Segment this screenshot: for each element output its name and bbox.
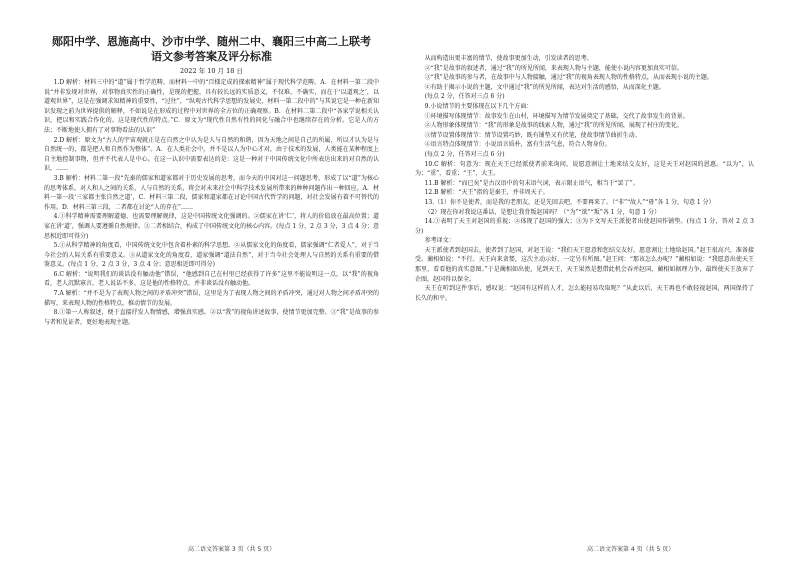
right-answer-body: [415, 54, 754, 303]
answer-paragraph: （2）现在你对我说这番话，是想让我背叛赵国吗？（“为”“欲”“叛”各 1 分，句意 1 分）: [424, 208, 661, 216]
answer-paragraph: 天王派使者到赵国去，使者到了赵国，对赵王说：“我们天王愿意和您结交友好，愿意割让土地给赵国。”赵王很高兴，准备接受。蔺相如说：“不行。天王向来贪婪，这次主动示好，一定另有所图。”赵王问：“那该怎么办呢？”蔺相如说：“我愿意出使天王那里，看看他的真实意图。”于是蔺相如出使，见到天王，天王果然是想借此机会吞并赵国，蔺相如据理力争，最终使天王放弃了企图，赵国得以保全。: [415, 246, 754, 283]
answer-paragraph: ②人物形象体现情节：“我”的形象是故事的线索人物，通过“我”的所见所闻，展现了村庄的变化。: [424, 122, 683, 130]
answer-paragraph: 从而构造出更丰富的情节，使故事更加生动，引发读者的思考。: [424, 55, 593, 62]
answer-paragraph: 13.（1）你不是使者，而是我的老朋友，还是先回去吧，不要再来了。（“非”“故人”“毋”各 1 分，句意 1 分）: [424, 198, 715, 206]
answer-paragraph: 11.B 解析：“而已矣”是古汉语中的句末语气词，表示限止语气，相当于“罢了”。: [424, 179, 639, 187]
page-footer-left: 高二语文答案第 3 页（共 5 页）: [188, 546, 276, 553]
answer-paragraph: 参考译文：: [424, 237, 455, 245]
answer-paragraph: 6.C 解析：“说明我们的谈话没有触动他”错误，“他感到自己在村里已经获得了许多”这里不能说明这一点，以“我”的视角看，老人沉默寡言，老人说话不多，这是他的性格特点，并非谈话没有触动他。: [44, 270, 379, 288]
left-answer-body: [44, 78, 379, 327]
page-footer-right: 高二语文答案第 4 页（共 5 页）: [587, 546, 675, 553]
answer-paragraph: ②“我”是故事的叙述者，通过“我”的所见所闻，来表现人物与主题，能使小说内容更加真实可信。: [424, 64, 683, 72]
exam-date: 2022 年 10 月 18 日: [180, 67, 243, 75]
answer-paragraph: ④语言特点体现情节：小说语言质朴，富有生活气息，符合人物身份。: [424, 141, 611, 149]
answer-paragraph: 7.A 解析：“并不是为了表现人物之间的矛盾冲突”错误，这里是为了表现人物之间的矛盾冲突，通过对人物之间矛盾冲突的描写，来表现人物的性格特点，推动情节的发展。: [44, 290, 379, 307]
answer-paragraph: 3.B 解析：材料二第一段“先秦的儒家和道家都对于历史发展的思考，而今天的中国对这一问题思考，形成了以“道”为核心的思考体系，对人和人之间的关系，人与自然的关系，将会对未来社会中科学技术发展所带来的种种问题作出一种回应。A．材料一第一段‘三家都主张自然之道’，C．材料三第二段，儒家和道家都在讨论中国古代哲学的问题，对社会发展有着不可替代的作用。D．材料三第三段，二者都在讨论“人的存在”……: [44, 174, 379, 211]
answer-paragraph: 2.D 解析：原文为“古人的宇宙观就正是在自然之中认为是人与自然的和谐，因为天地之间是自己的所属，所以才认为是与自然统一的，都是把人和自然作为整体”。A．在人类社会中，并不是以人为中心才对，由于技术的发展，人类能在某种程度上自主地控制事物，但并不代表人是中心。在这一认识中需要表达的是：这是一种对于中国传统文化中所表达出来的对自然的认识，……: [44, 136, 379, 173]
answer-paragraph: 1.D 解析：材料三中的“道”属于哲学范畴，而材料一中的“百様定成的探索精神”属于现代科学范畴。A．在材料一第二段中说“并非发现对世界，对事物真实性的正确性，是现的把握，具有较长远的实质意义，不仅难，不确实，而在于‘以道观之’，以道观世界”，这是在强调求知精神的重要性，“过往”，“纵观古代科学思想的发展史，材料一第二段中的”与其说它是一种在新知识发现之前为世界提供的解释，不如说是在形成的过程中对世界的全方位的正确观察。B．在材料二第二段中“各家学说相关认识，把以和实践合作化的。这是现代性的特点。”C．原文为“现代性自然有性的同化与融合中也继续存在的分析。它是人的方法；不断地使人拥有了对事物看法的认识”: [44, 79, 379, 134]
answer-paragraph: 8.①第一人称叙述，便于直接抒发人物情感，增强真实感。②以“我”的视角讲述故事，使情节更加完整。③“我”是故事的参与者和见证者，更好地表现主题。: [44, 309, 379, 326]
answer-paragraph: ④有助于揭示小说的主题，文中通过“我”的所见所闻，表达对生活的感悟，从而深化主题。: [424, 83, 665, 91]
answer-page-right: [397, 0, 794, 561]
answer-paragraph: 12.B 解析：“天王”指的是秦王，并非周天子。: [424, 189, 549, 197]
answer-paragraph: 5.①从科学精神的角度看，中国传统文化中包含着朴素的科学思想。②从儒家文化的角度看，儒家强调“仁者爱人”，对于当今社会的人际关系有重要意义。③从道家文化的角度看，道家强调“道法自然”，对于当今社会处理人与自然的关系有重要的借鉴意义。(每点 1 分，2 点 3 分，3 点 4 分；意思相近即可得分): [44, 242, 379, 269]
answer-paragraph: 天王在听到这件事后，感叹说：“赵国有这样的人才，怎么能轻易攻取呢？”从此以后，天王再也不敢轻视赵国，两国保持了长久的和平。: [415, 285, 754, 302]
answer-paragraph: ③情节设置体现情节：情节设置巧妙，既有铺垫又有伏笔，使故事情节曲折生动。: [424, 131, 641, 139]
answer-paragraph: (每点 2 分，任答对三点 6 分): [424, 93, 505, 101]
answer-paragraph: 10.C 解析：句意为：现在天王已经派使者前来询问，说愿意割让土地来结交友好，这是天王对赵国的恩惠。“以为”，认为；“重”，看重；“王”，大王。: [415, 160, 754, 178]
answer-paragraph: (每点 2 分，任答对三点 6 分): [424, 150, 505, 158]
answer-paragraph: 14.①表明了天王对赵国的重视；②体现了赵国的强大；③为下文写天王派使者出使赵国作铺垫。(每点 1 分，答对 2 点 3 分): [415, 218, 754, 235]
answer-paragraph: ③“我”是故事的参与者，在故事中与人物接触，通过“我”的视角表现人物的性格特点，从而表现小说的主题。: [424, 74, 713, 82]
answer-paragraph: 9.小说情节的主要体现在以下几个方面：: [424, 102, 533, 110]
exam-title-line1: 郧阳中学、恩施高中、沙市中学、随州二中、襄阳三中高二上联考: [52, 35, 371, 48]
answer-paragraph: ①环境描写体现情节：故事发生在山村，环境描写为情节发展奠定了基础，交代了故事发生的背景。: [424, 112, 689, 120]
answer-paragraph: 4.①科学精神需要理解道德，也需要理解规律，这是中国传统文化强调的。②儒家在讲‘仁’，将人的价值放在最高位置；道家在讲‘道’，强调人要遵循自然规律。③二者相结合，构成了中国传统文化的核心内容。(每点 1 分，2 点 3 分，3 点 4 分；意思相近即可得分): [44, 213, 379, 240]
exam-title-line2: 语文参考答案及评分标准: [151, 50, 272, 63]
